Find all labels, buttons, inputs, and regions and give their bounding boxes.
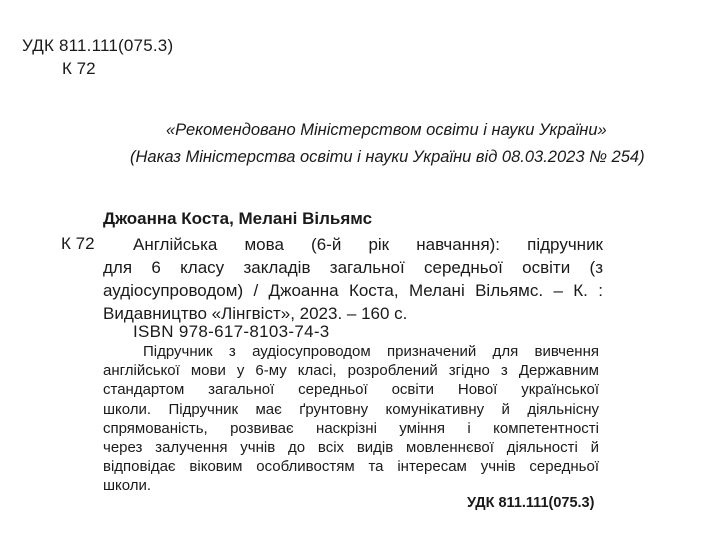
- annotation-line: школи.: [103, 477, 152, 495]
- annotation-line: школи. Підручник має ґрунтовну комунікативну й діяльнісну: [103, 400, 599, 418]
- udk-code-top: УДК 811.111(075.3): [22, 36, 174, 55]
- author-code-top: К 72: [62, 59, 96, 78]
- description-line: для 6 класу закладів загальної середньої освіти (з: [103, 258, 603, 277]
- annotation-line: стандартом загальної середньої освіти Нової української: [103, 381, 599, 399]
- ministry-order-line: (Наказ Міністерства освіти і науки України від 08.03.2023 № 254): [130, 148, 645, 166]
- description-line: аудіосупроводом) / Джоанна Коста, Мелані Вільямс. – К. :: [103, 281, 603, 300]
- annotation-line: спрямованість, розвиває наскрізні уміння і компетентності: [103, 419, 599, 437]
- udk-code-bottom: УДК 811.111(075.3): [467, 495, 595, 511]
- bibliographic-description: [103, 233, 603, 325]
- description-line: Видавництво «Лінгвіст», 2023. – 160 с.: [103, 304, 408, 323]
- annotation-line: відповідає віковим особливостям та інтересам учнів середньої: [103, 458, 599, 476]
- isbn: ISBN 978-617-8103-74-3: [133, 322, 330, 341]
- annotation-line: англійської мови у 6-му класі, розроблений згідно з Державним: [103, 362, 599, 380]
- annotation-line: Підручник з аудіосупроводом призначений для вивчення: [143, 343, 599, 360]
- description-line: Англійська мова (6-й рік навчання): підручник: [133, 235, 603, 254]
- recommendation-line: «Рекомендовано Міністерством освіти і науки України»: [166, 121, 607, 139]
- annotation: [103, 342, 599, 496]
- author-code-card: К 72: [61, 234, 95, 253]
- authors-heading: Джоанна Коста, Мелані Вільямс: [103, 209, 373, 228]
- annotation-line: через залучення учнів до всіх видів мовленнєвої діяльності й: [103, 439, 599, 457]
